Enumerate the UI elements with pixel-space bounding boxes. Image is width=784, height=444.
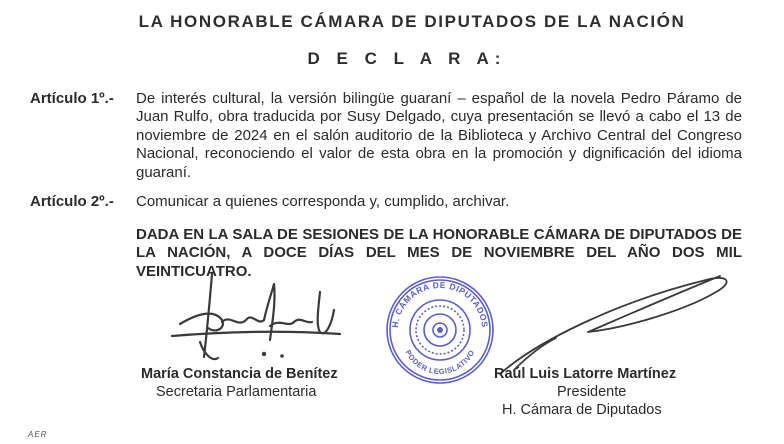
signatory-left-role: Secretaria Parlamentaria bbox=[156, 384, 317, 400]
seal-bottom-text: PODER LEGISLATIVO bbox=[403, 348, 477, 377]
signatory-right-name: Raúl Luis Latorre Martínez bbox=[494, 366, 677, 382]
article-2-text: Comunicar a quienes corresponda y, cumplido, archivar. bbox=[136, 193, 510, 210]
svg-text:PODER LEGISLATIVO bbox=[404, 348, 477, 376]
article-1-label: Artículo 1º.- bbox=[30, 90, 114, 107]
article-2-label: Artículo 2º.- bbox=[30, 193, 114, 210]
typist-initials: AER bbox=[28, 430, 48, 439]
declaration-heading: D E C L A R A: bbox=[307, 49, 507, 68]
seal-top-text: H. CÁMARA DE DIPUTADOS bbox=[389, 279, 491, 329]
closing-statement: DADA EN LA SALA DE SESIONES DE LA HONORABLE CÁMARA DE DIPUTADOS DE LA NACIÓN, A DOCE DÍAS DEL MES DE NOVIEMBRE DEL AÑO DOS MIL VEINTICUATRO. bbox=[136, 226, 742, 280]
svg-text:H. CÁMARA DE DIPUTADOS bbox=[390, 280, 490, 328]
article-1-text: De interés cultural, la versión bilingüe guaraní – español de la novela Pedro Páramo de Juan Rulfo, obra traducida por Susy Delgado, cuya presentación se llevó a cabo el 13 de noviembre de 2024 en el salón auditorio de la Biblioteca y Archivo Central del Congreso Nacional, reconociendo el valor de esta obra en la promoción y dignificación del idioma guaraní. bbox=[136, 90, 742, 181]
signatory-right-role: Presidente bbox=[557, 384, 627, 400]
signature-right-image bbox=[496, 262, 736, 382]
official-seal-image bbox=[384, 274, 496, 386]
signatory-left-name: María Constancia de Benítez bbox=[141, 366, 338, 382]
signatory-right-institution: H. Cámara de Diputados bbox=[502, 402, 662, 418]
document-title: LA HONORABLE CÁMARA DE DIPUTADOS DE LA NACIÓN bbox=[138, 12, 686, 31]
signature-left-image bbox=[160, 262, 360, 372]
